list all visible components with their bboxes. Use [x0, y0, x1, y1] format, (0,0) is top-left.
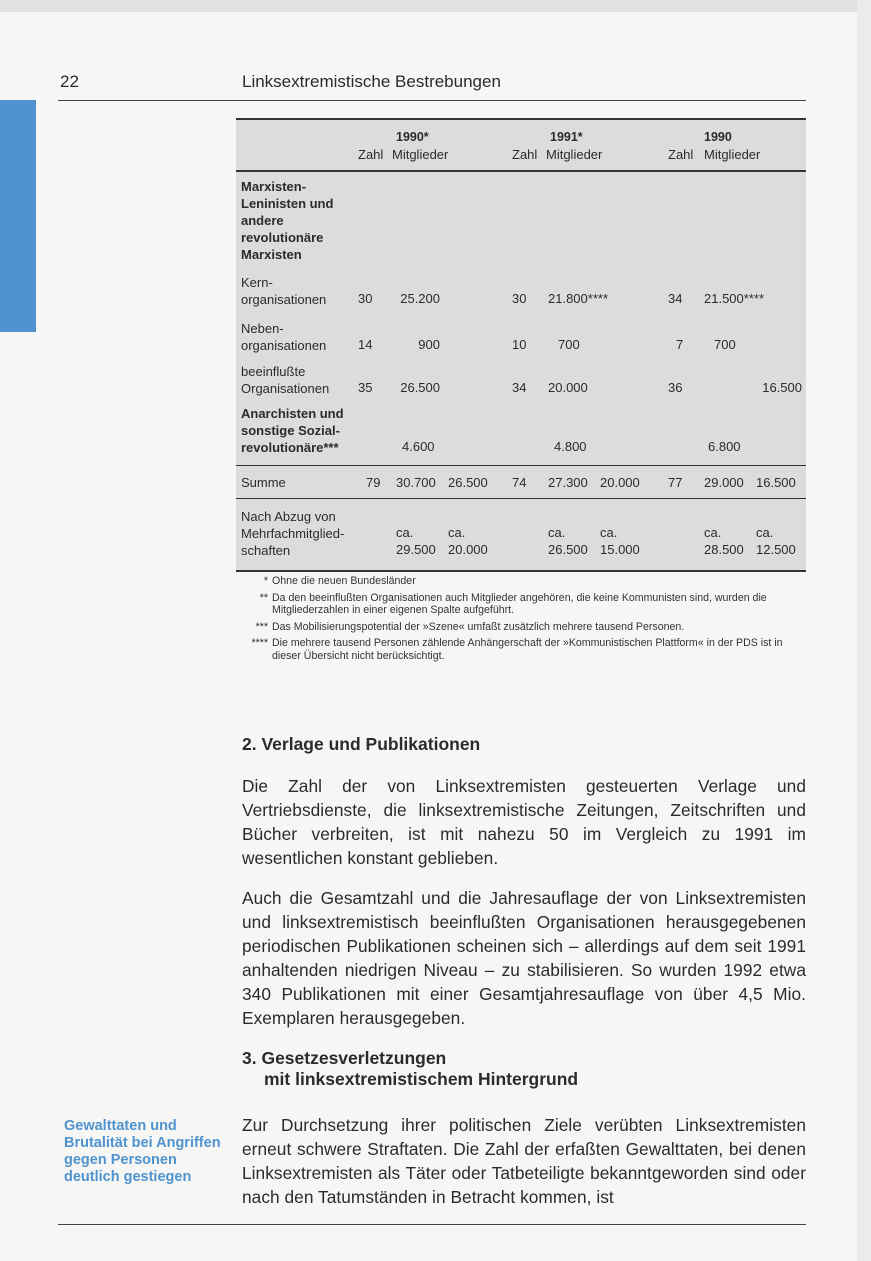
table-summe-rule-bottom	[236, 498, 806, 499]
section-heading-verlage: 2. Verlage und Publikationen	[242, 734, 481, 754]
cell-neben-zahl-1990b: 7	[676, 337, 684, 352]
cell-abzug-ca-4: ca.	[600, 525, 618, 540]
footnote-text: Die mehrere tausend Personen zählende Anhängerschaft der »Kommunistischen Plattform« in der PDS ist in dieser Übersicht nicht berücksichtigt.	[272, 637, 783, 662]
sub-mitglieder-2: Mitglieder	[546, 147, 603, 162]
cell-abzug-ca-2: ca.	[448, 525, 466, 540]
cell-kern-mitglieder-1991: 21.800****	[548, 291, 608, 306]
cell-summe-beeinfl-1990a: 26.500	[448, 475, 488, 490]
group-label-anarchisten: Anarchisten und sonstige Sozial- revolutionäre***	[241, 406, 344, 455]
cell-summe-beeinfl-1990b: 16.500	[756, 475, 796, 490]
cell-abzug-beeinfl-1990a: 20.000	[448, 542, 488, 557]
footnote-marker: *	[263, 575, 268, 587]
cell-summe-zahl-1990a: 79	[366, 475, 381, 490]
footnote-marker: ****	[251, 637, 268, 649]
cell-kern-zahl-1990b: 34	[668, 291, 683, 306]
cell-kern-zahl-1990a: 30	[358, 291, 373, 306]
year-header-3: 1990	[704, 130, 732, 144]
cell-neben-zahl-1991: 10	[512, 337, 527, 352]
row-label-beeinflusste-organisationen: beeinflußte Organisationen	[241, 364, 330, 396]
footnote-text: Das Mobilisierungspotential der »Szene« umfaßt zusätzlich mehrere tausend Personen.	[272, 620, 685, 633]
year-header-1: 1990*	[396, 130, 429, 144]
cell-abzug-ca-1: ca.	[396, 525, 414, 540]
running-title: Linksextremistische Bestrebungen	[242, 72, 501, 91]
footnote	[236, 575, 808, 588]
cell-summe-zahl-1990b: 77	[668, 475, 683, 490]
page-number: 22	[60, 72, 79, 91]
row-label-nach-abzug: Nach Abzug von Mehrfachmitglied- schaften	[241, 509, 345, 558]
footnote-marker: ***	[255, 620, 268, 633]
cell-abzug-total-1990b: 28.500	[704, 542, 744, 557]
sub-mitglieder-1: Mitglieder	[392, 147, 449, 162]
section-heading-gesetzesverletzungen	[242, 1048, 578, 1090]
paragraph-gewalttaten: Zur Durchsetzung ihrer politischen Ziele verübten Linksextremisten erneut schwere Straftaten. Die Zahl der erfaßten Gewalttaten, bei denen Linksextremisten als Täter oder Tatbeteiligte bekanntgeworden sind oder nach den Tatumständen in Betracht kommen, ist	[242, 1115, 806, 1207]
cell-anarchisten-1990a: 4.600	[402, 439, 435, 454]
cell-beeinfl-mitglieder-1990b: 16.500	[762, 380, 802, 395]
row-label-kernorganisationen: Kern- organisationen	[241, 275, 327, 307]
cell-anarchisten-1990b: 6.800	[708, 439, 741, 454]
section-heading-line1: 3. Gesetzesverletzungen	[242, 1048, 447, 1068]
margin-note: Gewalttaten und Brutalität bei Angriffen gegen Personen deutlich gestiegen	[64, 1118, 221, 1185]
membership-table	[236, 118, 806, 572]
paragraph-verlage: Die Zahl der von Linksextremisten gesteuerten Verlage und Vertriebsdienste, die linksextremistische Zeitungen, Zeitschriften und Bücher verbreiten, ist mit nahezu 50 im Vergleich zu 1991 im wesentlichen konstant geblieben.	[242, 776, 806, 868]
row-label-summe: Summe	[241, 475, 286, 490]
cell-beeinfl-mitglieder-1991: 20.000	[548, 380, 588, 395]
cell-abzug-beeinfl-1990b: 12.500	[756, 542, 796, 557]
cell-beeinfl-zahl-1990b: 36	[668, 380, 683, 395]
page-top-strip	[0, 0, 871, 12]
cell-abzug-ca-5: ca.	[704, 525, 722, 540]
footer-rule	[58, 1224, 806, 1225]
cell-beeinfl-zahl-1990a: 35	[358, 380, 373, 395]
header-rule	[58, 100, 806, 101]
cell-abzug-beeinfl-1991: 15.000	[600, 542, 640, 557]
sub-zahl-3: Zahl	[668, 147, 694, 162]
cell-neben-mitglieder-1990b: 700	[714, 337, 736, 352]
cell-beeinfl-mitglieder-1990a: 26.500	[400, 380, 440, 395]
table-footnotes	[236, 575, 808, 666]
chapter-tab-marker	[0, 100, 36, 332]
cell-abzug-total-1991: 26.500	[548, 542, 588, 557]
cell-anarchisten-1991: 4.800	[554, 439, 587, 454]
sub-mitglieder-3: Mitglieder	[704, 147, 761, 162]
page-right-edge	[857, 0, 871, 1261]
section-heading-line2: mit linksextremistischem Hintergrund	[264, 1069, 579, 1089]
row-label-nebenorganisationen: Neben- organisationen	[241, 321, 327, 353]
year-header-2: 1991*	[550, 130, 583, 144]
footnote	[236, 621, 808, 634]
footnote-marker: **	[259, 591, 268, 604]
cell-beeinfl-zahl-1991: 34	[512, 380, 527, 395]
table-header-rule	[236, 170, 806, 172]
cell-neben-zahl-1990a: 14	[358, 337, 373, 352]
paragraph-publikationen: Auch die Gesamtzahl und die Jahresauflage der von Linksextremisten und linksextremistisch beeinflußten Organisationen herausgegebenen periodischen Publikationen scheinen sich – allerdings auf dem seit 1991 anhaltenden niedrigen Niveau – zu stabilisieren. So wurden 1992 etwa 340 Publikationen mit einer Gesamtjahresauflage von über 4,5 Mio. Exemplaren herausgegeben.	[242, 888, 806, 1028]
cell-summe-total-1990b: 29.000	[704, 475, 744, 490]
cell-abzug-ca-3: ca.	[548, 525, 566, 540]
cell-kern-mitglieder-1990a: 25.200	[400, 291, 440, 306]
cell-summe-total-1991: 27.300	[548, 475, 588, 490]
footnote	[236, 637, 808, 662]
cell-neben-mitglieder-1991: 700	[558, 337, 580, 352]
group-label-marxisten: Marxisten- Leninisten und andere revolutionäre Marxisten	[241, 179, 334, 262]
footnote	[236, 592, 808, 617]
footnote-text: Ohne die neuen Bundesländer	[272, 575, 416, 587]
cell-kern-zahl-1991: 30	[512, 291, 527, 306]
cell-abzug-total-1990a: 29.500	[396, 542, 436, 557]
cell-kern-mitglieder-1990b: 21.500****	[704, 291, 764, 306]
sub-zahl-1: Zahl	[358, 147, 384, 162]
table-summe-rule-top	[236, 465, 806, 466]
cell-summe-beeinfl-1991: 20.000	[600, 475, 640, 490]
footnote-text: Da den beeinflußten Organisationen auch Mitglieder angehören, die keine Kommunisten sind, wurden die Mitgliederzahlen in einer eigenen Spalte aufgeführt.	[272, 591, 767, 616]
cell-summe-zahl-1991: 74	[512, 475, 527, 490]
cell-summe-total-1990a: 30.700	[396, 475, 436, 490]
sub-zahl-2: Zahl	[512, 147, 538, 162]
cell-abzug-ca-6: ca.	[756, 525, 774, 540]
cell-neben-mitglieder-1990a: 900	[418, 337, 440, 352]
